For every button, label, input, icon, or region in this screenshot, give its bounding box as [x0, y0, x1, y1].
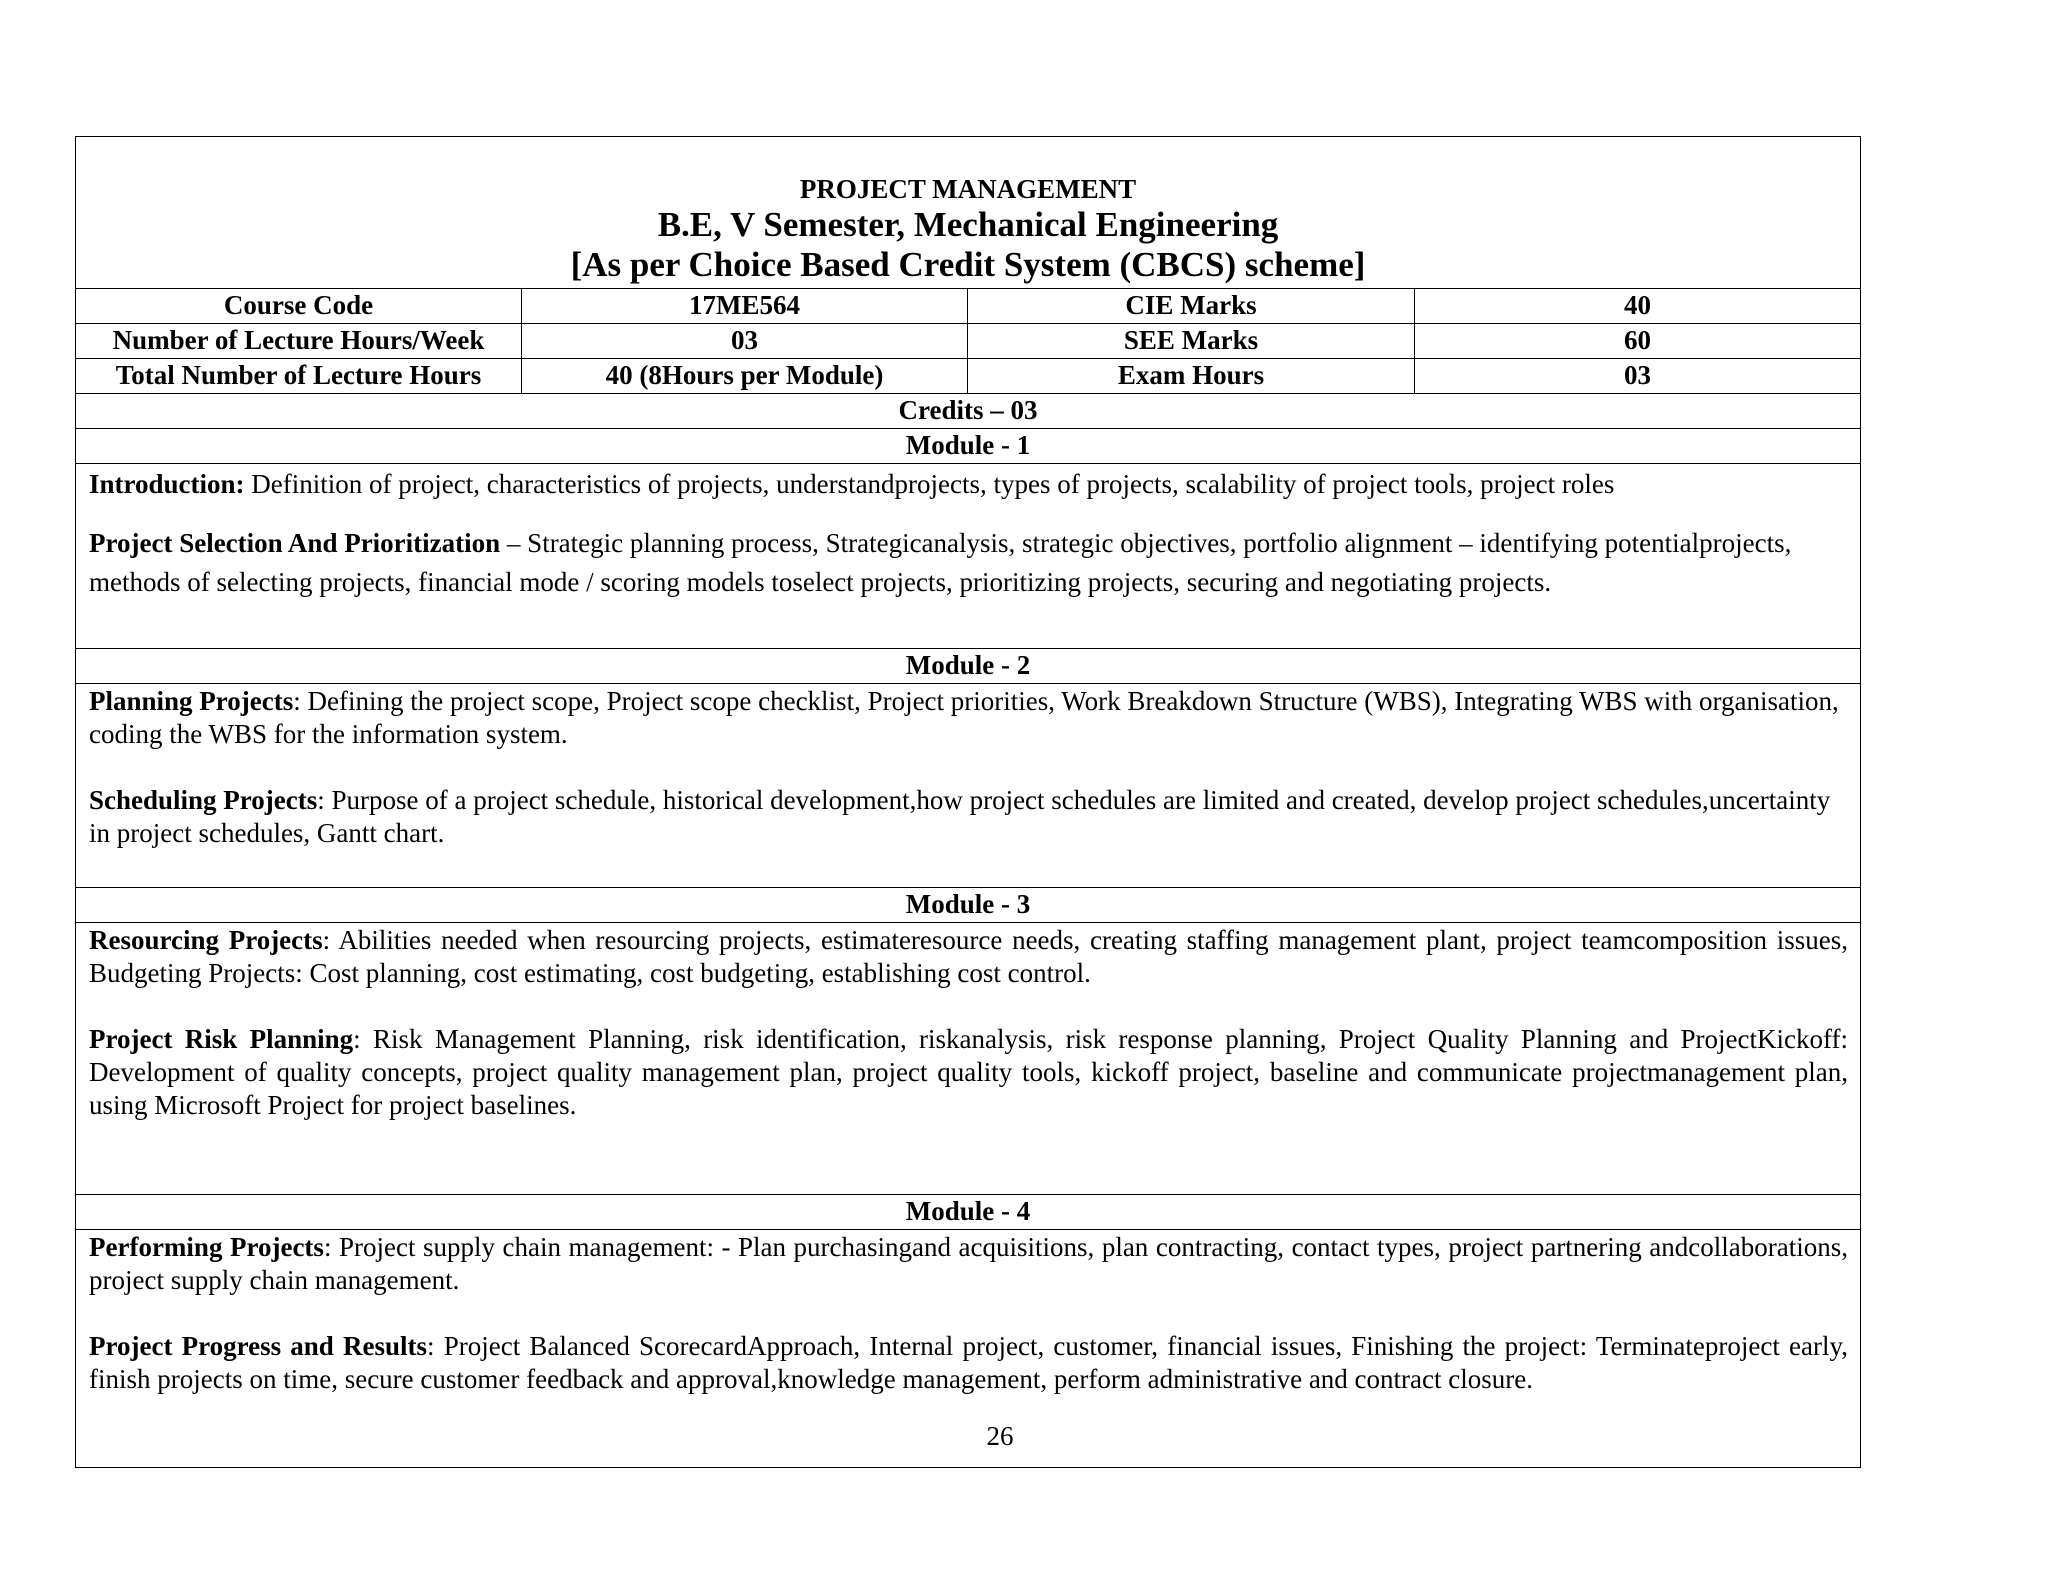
topic-text: : Abilities needed when resourcing projects, estimateresource needs, creating staffing management plant, project teamcomposition issues, Budgeting Projects: Cost planning, cost estimating, cost budgeting, establishing cost control.: [89, 925, 1848, 988]
module-paragraph: [89, 1231, 1848, 1297]
module-4-title: Module - 4: [76, 1195, 1860, 1230]
info-value: 17ME564: [522, 289, 968, 323]
topic-text: : Purpose of a project schedule, historical development,how project schedules are limited and created, develop project schedules,uncertainty in project schedules, Gantt chart.: [89, 785, 1831, 848]
module-paragraph: [89, 685, 1848, 751]
info-label: Total Number of Lecture Hours: [76, 359, 522, 393]
info-label: Number of Lecture Hours/Week: [76, 324, 522, 358]
module-paragraph: [89, 784, 1848, 850]
topic-heading: Scheduling Projects: [89, 785, 318, 815]
course-title: PROJECT MANAGEMENT: [799, 174, 1137, 204]
topic-heading: Resourcing Projects: [89, 925, 323, 955]
credits-row: Credits – 03: [76, 394, 1860, 429]
info-row-course-code: [76, 289, 1860, 324]
info-row-total-lecture-hours: [76, 359, 1860, 394]
module-1-content: [76, 464, 1860, 649]
topic-text: : Risk Management Planning, risk identification, riskanalysis, risk response planning, Project Quality Planning and ProjectKickoff: Development of quality concepts, project quality management plan, project quality tools, kickoff project, baseline and communicate projectmanagement plan, using Microsoft Project for project baselines.: [89, 1024, 1848, 1120]
info-label: CIE Marks: [968, 289, 1415, 323]
module-2-content: [76, 684, 1860, 888]
topic-heading: Performing Projects: [89, 1232, 324, 1262]
scheme-title: [As per Choice Based Credit System (CBCS) scheme]: [570, 245, 1366, 284]
module-paragraph: [89, 924, 1848, 990]
info-row-lecture-hours-week: [76, 324, 1860, 359]
module-paragraph: [89, 524, 1848, 602]
info-value: 60: [1624, 325, 1651, 355]
syllabus-header: [76, 137, 1860, 289]
module-paragraph: [89, 1330, 1848, 1396]
info-label: Exam Hours: [968, 359, 1415, 393]
page-number: 26: [986, 1421, 1014, 1451]
info-value: 03: [522, 324, 968, 358]
topic-text: : Project Balanced ScorecardApproach, Internal project, customer, financial issues, Finishing the project: Terminateproject early, finish projects on time, secure customer feedback and approval,knowledge management, perform administrative and contract closure.: [89, 1331, 1848, 1394]
syllabus-table: [75, 136, 1861, 1468]
info-value: 40 (8Hours per Module): [522, 359, 968, 393]
info-label: Course Code: [76, 289, 522, 323]
info-value: 40: [1624, 290, 1651, 320]
info-value: 03: [1624, 360, 1651, 390]
module-1-title: Module - 1: [76, 429, 1860, 464]
topic-heading: Project Risk Planning: [89, 1024, 354, 1054]
topic-heading: Planning Projects: [89, 686, 294, 716]
module-3-title: Module - 3: [76, 888, 1860, 923]
module-paragraph: [89, 466, 1848, 502]
topic-text: : Defining the project scope, Project scope checklist, Project priorities, Work Breakdown Structure (WBS), Integrating WBS with organisation, coding the WBS for the information system.: [89, 686, 1839, 749]
module-paragraph: [89, 1023, 1848, 1122]
program-title: B.E, V Semester, Mechanical Engineering: [657, 205, 1279, 244]
module-3-content: [76, 923, 1860, 1195]
topic-text: Definition of project, characteristics of projects, understandprojects, types of projects, scalability of project tools, project roles: [244, 469, 1615, 499]
info-label: SEE Marks: [968, 324, 1415, 358]
topic-text: : Project supply chain management: - Plan purchasingand acquisitions, plan contracting, contact types, project partnering andcollaborations, project supply chain management.: [89, 1232, 1849, 1295]
topic-heading: Introduction:: [89, 469, 245, 499]
module-2-title: Module - 2: [76, 649, 1860, 684]
topic-text: – Strategic planning process, Strategicanalysis, strategic objectives, portfolio alignment – identifying potentialprojects, methods of selecting projects, financial mode / scoring models toselect projects, prioritizing projects, securing and negotiating projects.: [89, 528, 1792, 597]
topic-heading: Project Selection And Prioritization: [89, 528, 501, 558]
topic-heading: Project Progress and Results: [89, 1331, 428, 1361]
